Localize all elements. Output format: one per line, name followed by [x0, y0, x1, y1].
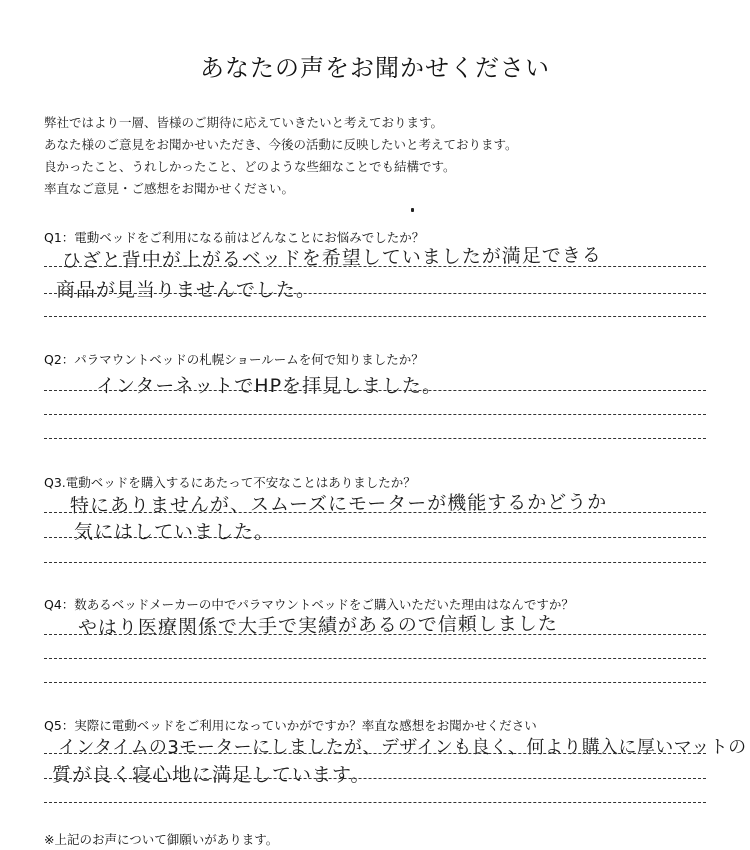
answer-line [44, 537, 706, 538]
question-2: Q2：パラマウントベッドの札幌ショールームを何で知りましたか？ [44, 352, 424, 367]
answer-1-line-2: 商品が見当りませんでした。 [56, 279, 317, 301]
answer-1-line-1: ひざと背中が上がるベッドを希望していましたが満足できる [61, 244, 602, 273]
answer-line [44, 634, 706, 635]
answer-line [44, 512, 706, 513]
answer-3-line-1: 特にありませんが、スムーズにモーターが機能するかどうか [69, 491, 608, 517]
answer-line [44, 293, 706, 294]
intro-line: 良かったこと、うれしかったこと、どのような些細なことでも結構です。 [44, 159, 456, 174]
answer-line [44, 266, 706, 267]
answer-line [44, 438, 706, 439]
answer-2-line-1: インターネットでHPを拝見しました。 [96, 375, 443, 397]
intro-line: 弊社ではより一層、皆様のご期待に応えていきたいと考えております。 [44, 115, 444, 130]
answer-line [44, 658, 706, 659]
answer-5-line-1: インタイムの3モーターにしましたが、デザインも良く、何より購入に厚いマットの [58, 737, 747, 758]
question-1: Q1：電動ベッドをご利用になる前はどんなことにお悩みでしたか？ [44, 230, 425, 245]
answer-line [44, 316, 706, 317]
answer-line [44, 802, 706, 803]
footer-note: ※上記のお声について御願いがあります。 [44, 832, 279, 847]
intro-text [44, 112, 724, 200]
answer-5-line-2: 質が良く寝心地に満足しています。 [52, 764, 371, 786]
stray-mark [411, 208, 414, 212]
answer-line [44, 414, 706, 415]
answer-line [44, 753, 706, 754]
answer-line [44, 778, 706, 779]
answer-line [44, 390, 706, 391]
answer-line [44, 682, 706, 683]
answer-line [44, 562, 706, 563]
intro-line: 率直なご意見・ご感想をお聞かせください。 [44, 181, 295, 196]
page-title: あなたの声をお聞かせください [200, 54, 550, 82]
question-4: Q4：数あるベッドメーカーの中でパラマウントベッドをご購入いただいた理由はなんですか？ [44, 597, 574, 612]
answer-3-line-2: 気にはしていました。 [74, 521, 275, 543]
intro-line: あなた様のご意見をお聞かせいただき、今後の活動に反映したいと考えております。 [44, 137, 518, 152]
answer-4-line-1: やはり医療関係で大手で実績があるので信頼しました [77, 612, 558, 640]
question-5: Q5：実際に電動ベッドをご利用になっていかがですか？率直な感想をお聞かせください [44, 718, 537, 733]
question-3: Q3.電動ベッドを購入するにあたって不安なことはありましたか？ [44, 475, 416, 490]
